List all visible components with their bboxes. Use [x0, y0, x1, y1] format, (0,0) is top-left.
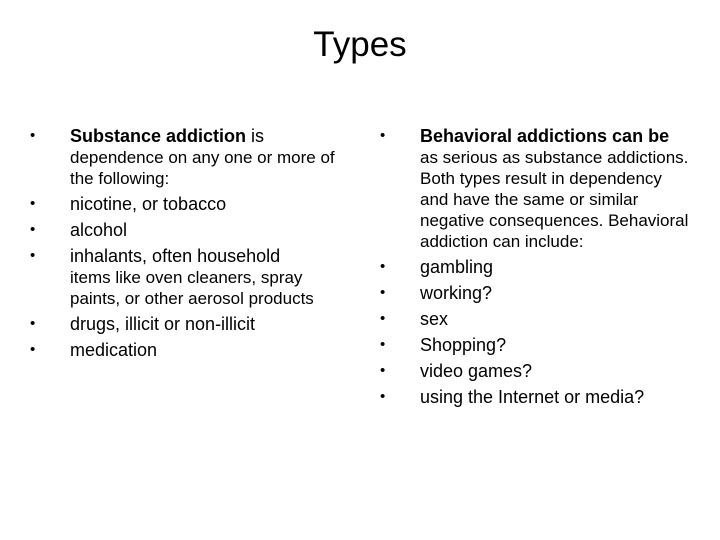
list-item — [30, 339, 348, 361]
bullet: • — [30, 341, 36, 358]
bullet: • — [380, 336, 386, 353]
bullet: • — [380, 388, 386, 405]
list-item — [380, 360, 690, 382]
intro-continuation: as serious as substance addictions. Both types result in dependency and have the same or similar negative consequences. Behavioral addiction can include: — [420, 148, 689, 251]
item-text: video games? — [420, 361, 533, 381]
item-text: alcohol — [70, 220, 128, 240]
bullet: • — [30, 247, 36, 264]
bullet: • — [380, 258, 386, 275]
bullet: • — [380, 310, 386, 327]
substance-addiction-heading: Substance addiction — [70, 126, 247, 146]
item-text: inhalants, often household — [70, 246, 281, 266]
item-text: nicotine, or tobacco — [70, 194, 227, 214]
list-item — [30, 313, 348, 335]
list-item — [30, 245, 348, 309]
intro-continuation: dependence on any one or more of the following: — [70, 148, 335, 188]
item-text: drugs, illicit or non-illicit — [70, 314, 256, 334]
item-text: sex — [420, 309, 449, 329]
list-item — [380, 308, 690, 330]
bullet: • — [30, 315, 36, 332]
bullet: • — [380, 284, 386, 301]
item-continuation: items like oven cleaners, spray paints, or other aerosol products — [70, 268, 314, 308]
substance-addiction-list — [30, 125, 348, 365]
intro-text: is — [246, 126, 265, 146]
bullet: • — [30, 127, 36, 144]
bullet: • — [30, 195, 36, 212]
list-item — [30, 125, 348, 189]
item-text: Shopping? — [420, 335, 507, 355]
bullet: • — [30, 221, 36, 238]
bullet: • — [380, 362, 386, 379]
list-item — [380, 256, 690, 278]
list-item — [380, 386, 690, 408]
list-item — [30, 219, 348, 241]
item-text: gambling — [420, 257, 494, 277]
list-item — [30, 193, 348, 215]
behavioral-addiction-heading: Behavioral addictions can be — [420, 126, 670, 146]
list-item — [380, 334, 690, 356]
slide-title: Types — [313, 25, 407, 64]
behavioral-addiction-list — [380, 125, 690, 412]
list-item — [380, 125, 690, 252]
list-item — [380, 282, 690, 304]
item-text: using the Internet or media? — [420, 387, 645, 407]
bullet: • — [380, 127, 386, 144]
item-text: medication — [70, 340, 158, 360]
item-text: working? — [420, 283, 493, 303]
